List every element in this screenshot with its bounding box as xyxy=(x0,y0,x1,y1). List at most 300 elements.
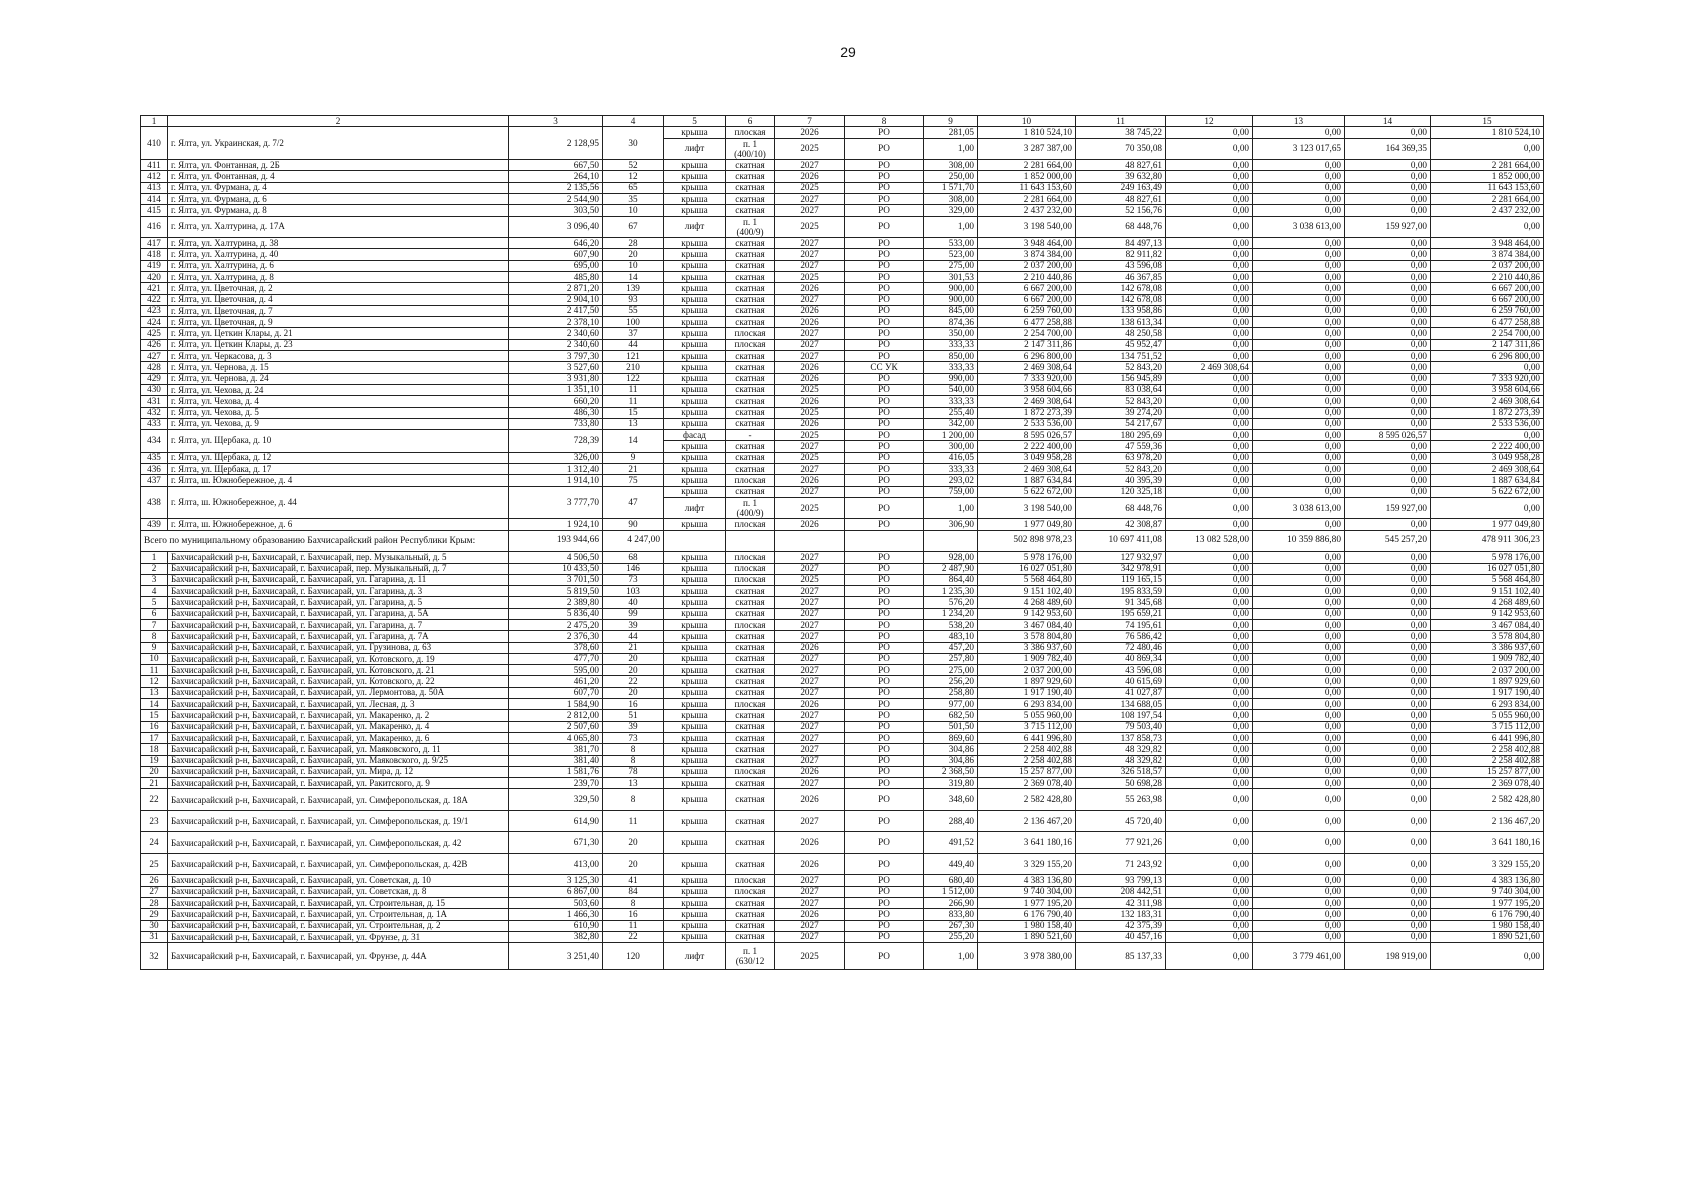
address: Бахчисарайский р-н, Бахчисарай, г. Бахчисарай, пер. Музыкальный, д. 7 xyxy=(168,563,509,574)
cell-col-12: 0,00 xyxy=(1166,249,1253,260)
table-row xyxy=(141,475,1544,486)
cell-col-7: 2027 xyxy=(775,339,845,350)
area: 2 389,80 xyxy=(509,597,603,608)
cell-col-10: 6 259 760,00 xyxy=(978,305,1076,316)
cell-col-6: скатная xyxy=(726,464,775,475)
cell-col-14: 0,00 xyxy=(1345,810,1431,832)
cell-col-14: 0,00 xyxy=(1345,931,1431,942)
cell-col-10: 8 595 026,57 xyxy=(978,430,1076,441)
cell-col-10: 3 386 937,60 xyxy=(978,642,1076,653)
residents: 30 xyxy=(603,127,664,160)
residents: 52 xyxy=(603,160,664,171)
cell-col-6: скатная xyxy=(726,789,775,811)
cell-col-7: 2027 xyxy=(775,586,845,597)
cell-col-9: 308,00 xyxy=(924,160,978,171)
cell-col-14: 0,00 xyxy=(1345,653,1431,664)
cell-col-5: крыша xyxy=(664,317,726,328)
cell-col-6: скатная xyxy=(726,294,775,305)
cell-col-8: РО xyxy=(845,699,924,710)
cell-col-12: 0,00 xyxy=(1166,138,1253,160)
cell-col-15: 2 582 428,80 xyxy=(1431,789,1544,811)
cell-col-15: 2 469 308,64 xyxy=(1431,464,1544,475)
cell-col-9: 501,50 xyxy=(924,721,978,732)
cell-col-7: 2027 xyxy=(775,886,845,897)
address: г. Ялта, ул. Халтурина, д. 6 xyxy=(168,260,509,271)
cell-col-9: 900,00 xyxy=(924,294,978,305)
row-number: 28 xyxy=(141,898,168,909)
cell-col-10: 1 887 634,84 xyxy=(978,475,1076,486)
cell-col-15: 9 151 102,40 xyxy=(1431,586,1544,597)
cell-col-6: скатная xyxy=(726,810,775,832)
row-number: 418 xyxy=(141,249,168,260)
cell-col-13: 0,00 xyxy=(1253,464,1345,475)
address: Бахчисарайский р-н, Бахчисарай, г. Бахчисарай, ул. Симферопольская, д. 19/1 xyxy=(168,810,509,832)
cell-col-13: 0,00 xyxy=(1253,294,1345,305)
area: 3 797,30 xyxy=(509,351,603,362)
table-row xyxy=(141,619,1544,630)
cell-col-6: плоская xyxy=(726,552,775,563)
cell-col-10: 9 151 102,40 xyxy=(978,586,1076,597)
cell-col-12: 0,00 xyxy=(1166,317,1253,328)
cell-col-8: РО xyxy=(845,789,924,811)
row-number: 429 xyxy=(141,373,168,384)
residents: 78 xyxy=(603,766,664,777)
cell-col-10: 3 715 112,00 xyxy=(978,721,1076,732)
cell-col-10: 1 852 000,00 xyxy=(978,171,1076,182)
cell-col-10: 2 258 402,88 xyxy=(978,755,1076,766)
cell-col-12: 0,00 xyxy=(1166,597,1253,608)
row-number: 420 xyxy=(141,271,168,282)
residents: 10 xyxy=(603,205,664,216)
address: Бахчисарайский р-н, Бахчисарай, г. Бахчисарай, ул. Котовского, д. 22 xyxy=(168,676,509,687)
table-row xyxy=(141,384,1544,395)
cell-col-12: 0,00 xyxy=(1166,430,1253,441)
table-row xyxy=(141,886,1544,897)
cell-col-5: крыша xyxy=(664,810,726,832)
address: г. Ялта, ш. Южнобережное, д. 44 xyxy=(168,486,509,519)
cell-col-9: 1 200,00 xyxy=(924,430,978,441)
row-number: 26 xyxy=(141,875,168,886)
cell-col-11: 74 195,61 xyxy=(1076,619,1166,630)
area: 728,39 xyxy=(509,430,603,453)
cell-col-13: 0,00 xyxy=(1253,563,1345,574)
cell-col-5: крыша xyxy=(664,519,726,530)
address: Бахчисарайский р-н, Бахчисарай, г. Бахчисарай, ул. Советская, д. 10 xyxy=(168,875,509,886)
cell-col-8: РО xyxy=(845,642,924,653)
cell-col-12: 0,00 xyxy=(1166,898,1253,909)
residents: 20 xyxy=(603,832,664,854)
total-empty xyxy=(664,530,726,552)
cell-col-13: 0,00 xyxy=(1253,205,1345,216)
cell-col-13: 0,00 xyxy=(1253,732,1345,743)
cell-col-5: крыша xyxy=(664,642,726,653)
cell-col-11: 137 858,73 xyxy=(1076,732,1166,743)
cell-col-8: РО xyxy=(845,205,924,216)
cell-col-5: крыша xyxy=(664,732,726,743)
cell-col-7: 2026 xyxy=(775,766,845,777)
residents: 20 xyxy=(603,653,664,664)
cell-col-6: плоская xyxy=(726,574,775,585)
row-number: 414 xyxy=(141,193,168,204)
cell-col-12: 0,00 xyxy=(1166,886,1253,897)
cell-col-8: РО xyxy=(845,216,924,238)
cell-col-11: 39 274,20 xyxy=(1076,407,1166,418)
cell-col-10: 6 667 200,00 xyxy=(978,283,1076,294)
cell-col-7: 2027 xyxy=(775,810,845,832)
cell-col-15: 4 383 136,80 xyxy=(1431,875,1544,886)
cell-col-9: 304,86 xyxy=(924,755,978,766)
area: 2 904,10 xyxy=(509,294,603,305)
cell-col-7: 2027 xyxy=(775,744,845,755)
cell-col-7: 2027 xyxy=(775,597,845,608)
cell-col-13: 0,00 xyxy=(1253,676,1345,687)
cell-col-15: 6 667 200,00 xyxy=(1431,294,1544,305)
cell-col-14: 0,00 xyxy=(1345,687,1431,698)
residents: 93 xyxy=(603,294,664,305)
cell-col-11: 134 751,52 xyxy=(1076,351,1166,362)
residents: 13 xyxy=(603,418,664,429)
area: 2 417,50 xyxy=(509,305,603,316)
cell-col-8: РО xyxy=(845,396,924,407)
cell-col-13: 0,00 xyxy=(1253,407,1345,418)
cell-col-5: крыша xyxy=(664,351,726,362)
area: 2 507,60 xyxy=(509,721,603,732)
table-row xyxy=(141,205,1544,216)
cell-col-6: скатная xyxy=(726,920,775,931)
cell-col-6: плоская xyxy=(726,619,775,630)
cell-col-13: 0,00 xyxy=(1253,721,1345,732)
cell-col-10: 6 667 200,00 xyxy=(978,294,1076,305)
cell-col-11: 195 833,59 xyxy=(1076,586,1166,597)
area: 3 777,70 xyxy=(509,486,603,519)
cell-col-15: 1 917 190,40 xyxy=(1431,687,1544,698)
residents: 47 xyxy=(603,486,664,519)
cell-col-13: 0,00 xyxy=(1253,486,1345,497)
cell-col-6: скатная xyxy=(726,710,775,721)
residents: 44 xyxy=(603,339,664,350)
address: г. Ялта, ул. Цветочная, д. 7 xyxy=(168,305,509,316)
table-row xyxy=(141,721,1544,732)
cell-col-11: 119 165,15 xyxy=(1076,574,1166,585)
row-number: 4 xyxy=(141,586,168,597)
cell-col-11: 52 843,20 xyxy=(1076,396,1166,407)
cell-col-9: 255,20 xyxy=(924,931,978,942)
cell-col-5: крыша xyxy=(664,384,726,395)
table-row xyxy=(141,920,1544,931)
cell-col-14: 0,00 xyxy=(1345,283,1431,294)
cell-col-13: 0,00 xyxy=(1253,260,1345,271)
cell-col-6: скатная xyxy=(726,373,775,384)
residents: 8 xyxy=(603,898,664,909)
cell-col-8: РО xyxy=(845,160,924,171)
address: г. Ялта, ул. Халтурина, д. 17А xyxy=(168,216,509,238)
cell-col-6: скатная xyxy=(726,362,775,373)
cell-col-6: скатная xyxy=(726,396,775,407)
row-number: 16 xyxy=(141,721,168,732)
area: 1 584,90 xyxy=(509,699,603,710)
cell-col-10: 3 958 604,66 xyxy=(978,384,1076,395)
cell-col-11: 50 698,28 xyxy=(1076,778,1166,789)
column-number: 15 xyxy=(1431,116,1544,127)
row-number: 417 xyxy=(141,238,168,249)
cell-col-10: 1 890 521,60 xyxy=(978,931,1076,942)
cell-col-14: 0,00 xyxy=(1345,832,1431,854)
cell-col-6: скатная xyxy=(726,384,775,395)
cell-col-8: РО xyxy=(845,283,924,294)
cell-col-5: лифт xyxy=(664,497,726,519)
cell-col-9: 1 512,00 xyxy=(924,886,978,897)
cell-col-15: 1 890 521,60 xyxy=(1431,931,1544,942)
area: 4 065,80 xyxy=(509,732,603,743)
cell-col-5: фасад xyxy=(664,430,726,441)
cell-col-6: скатная xyxy=(726,249,775,260)
cell-col-9: 523,00 xyxy=(924,249,978,260)
cell-col-10: 1 897 929,60 xyxy=(978,676,1076,687)
area: 695,00 xyxy=(509,260,603,271)
cell-col-7: 2027 xyxy=(775,710,845,721)
cell-col-13: 0,00 xyxy=(1253,182,1345,193)
cell-col-15: 0,00 xyxy=(1431,138,1544,160)
address: г. Ялта, ул. Фонтанная, д. 2Б xyxy=(168,160,509,171)
cell-col-5: крыша xyxy=(664,699,726,710)
cell-col-10: 6 176 790,40 xyxy=(978,909,1076,920)
cell-col-12: 0,00 xyxy=(1166,699,1253,710)
cell-col-9: 348,60 xyxy=(924,789,978,811)
cell-col-15: 2 469 308,64 xyxy=(1431,396,1544,407)
cell-col-9: 874,36 xyxy=(924,317,978,328)
cell-col-11: 249 163,49 xyxy=(1076,182,1166,193)
cell-col-9: 850,00 xyxy=(924,351,978,362)
cell-col-13: 0,00 xyxy=(1253,586,1345,597)
cell-col-9: 533,00 xyxy=(924,238,978,249)
cell-col-10: 2 222 400,00 xyxy=(978,441,1076,452)
cell-col-12: 0,00 xyxy=(1166,608,1253,619)
cell-col-13: 0,00 xyxy=(1253,755,1345,766)
cell-col-14: 0,00 xyxy=(1345,452,1431,463)
row-number: 410 xyxy=(141,127,168,160)
row-number: 424 xyxy=(141,317,168,328)
cell-col-10: 1 980 158,40 xyxy=(978,920,1076,931)
cell-col-13: 0,00 xyxy=(1253,127,1345,138)
residents: 65 xyxy=(603,182,664,193)
cell-col-6: скатная xyxy=(726,931,775,942)
area: 595,00 xyxy=(509,665,603,676)
cell-col-13: 0,00 xyxy=(1253,778,1345,789)
address: Бахчисарайский р-н, Бахчисарай, г. Бахчисарай, ул. Котовского, д. 21 xyxy=(168,665,509,676)
cell-col-12: 0,00 xyxy=(1166,832,1253,854)
cell-col-5: крыша xyxy=(664,396,726,407)
area: 3 931,80 xyxy=(509,373,603,384)
row-number: 428 xyxy=(141,362,168,373)
area: 503,60 xyxy=(509,898,603,909)
cell-col-9: 900,00 xyxy=(924,283,978,294)
table-row xyxy=(141,687,1544,698)
address: Бахчисарайский р-н, Бахчисарай, г. Бахчисарай, пер. Музыкальный, д. 5 xyxy=(168,552,509,563)
table-row xyxy=(141,789,1544,811)
cell-col-11: 70 350,08 xyxy=(1076,138,1166,160)
cell-col-13: 0,00 xyxy=(1253,362,1345,373)
cell-col-5: лифт xyxy=(664,943,726,970)
cell-col-10: 2 469 308,64 xyxy=(978,464,1076,475)
cell-col-14: 0,00 xyxy=(1345,305,1431,316)
residents: 20 xyxy=(603,853,664,875)
cell-col-9: 250,00 xyxy=(924,171,978,182)
cell-col-13: 0,00 xyxy=(1253,597,1345,608)
cell-col-5: крыша xyxy=(664,441,726,452)
cell-col-7: 2027 xyxy=(775,631,845,642)
cell-col-9: 342,00 xyxy=(924,418,978,429)
table-row xyxy=(141,755,1544,766)
address: Бахчисарайский р-н, Бахчисарай, г. Бахчисарай, ул. Фрунзе, д. 44А xyxy=(168,943,509,970)
page-number: 29 xyxy=(840,44,856,60)
cell-col-6: плоская xyxy=(726,886,775,897)
residents: 122 xyxy=(603,373,664,384)
residents: 73 xyxy=(603,732,664,743)
area: 5 836,40 xyxy=(509,608,603,619)
row-number: 411 xyxy=(141,160,168,171)
cell-col-6: п. 1 (400/9) xyxy=(726,216,775,238)
total-residents: 4 247,00 xyxy=(603,530,664,552)
cell-col-7: 2027 xyxy=(775,676,845,687)
cell-col-6: скатная xyxy=(726,441,775,452)
cell-col-13: 0,00 xyxy=(1253,931,1345,942)
cell-col-14: 0,00 xyxy=(1345,249,1431,260)
cell-col-11: 142 678,08 xyxy=(1076,283,1166,294)
area: 3 125,30 xyxy=(509,875,603,886)
residents: 20 xyxy=(603,249,664,260)
cell-col-12: 0,00 xyxy=(1166,486,1253,497)
row-number: 427 xyxy=(141,351,168,362)
cell-col-7: 2025 xyxy=(775,574,845,585)
cell-col-5: крыша xyxy=(664,294,726,305)
cell-col-6: скатная xyxy=(726,452,775,463)
cell-col-10: 5 568 464,80 xyxy=(978,574,1076,585)
cell-col-14: 0,00 xyxy=(1345,886,1431,897)
cell-col-11: 180 295,69 xyxy=(1076,430,1166,441)
address: Бахчисарайский р-н, Бахчисарай, г. Бахчисарай, ул. Симферопольская, д. 42В xyxy=(168,853,509,875)
cell-col-9: 333,33 xyxy=(924,464,978,475)
address: Бахчисарайский р-н, Бахчисарай, г. Бахчисарай, ул. Мира, д. 12 xyxy=(168,766,509,777)
cell-col-13: 0,00 xyxy=(1253,875,1345,886)
address: г. Ялта, ул. Фонтанная, д. 4 xyxy=(168,171,509,182)
cell-col-13: 0,00 xyxy=(1253,441,1345,452)
area: 2 135,56 xyxy=(509,182,603,193)
cell-col-13: 0,00 xyxy=(1253,832,1345,854)
total-cost: 502 898 978,23 xyxy=(978,530,1076,552)
table-row xyxy=(141,563,1544,574)
column-number: 6 xyxy=(726,116,775,127)
cell-col-5: лифт xyxy=(664,216,726,238)
cell-col-15: 0,00 xyxy=(1431,497,1544,519)
cell-col-11: 82 911,82 xyxy=(1076,249,1166,260)
cell-col-13: 0,00 xyxy=(1253,574,1345,585)
area: 1 351,10 xyxy=(509,384,603,395)
cell-col-11: 72 480,46 xyxy=(1076,642,1166,653)
cell-col-14: 0,00 xyxy=(1345,362,1431,373)
cell-col-9: 293,02 xyxy=(924,475,978,486)
residents: 39 xyxy=(603,619,664,630)
table-row xyxy=(141,305,1544,316)
row-number: 437 xyxy=(141,475,168,486)
total-empty xyxy=(924,530,978,552)
cell-col-7: 2026 xyxy=(775,519,845,530)
cell-col-13: 0,00 xyxy=(1253,699,1345,710)
cell-col-15: 6 259 760,00 xyxy=(1431,305,1544,316)
cell-col-11: 48 250,58 xyxy=(1076,328,1166,339)
cell-col-15: 1 887 634,84 xyxy=(1431,475,1544,486)
cell-col-11: 83 038,64 xyxy=(1076,384,1166,395)
cell-col-13: 0,00 xyxy=(1253,418,1345,429)
cell-col-8: РО xyxy=(845,260,924,271)
cell-col-13: 0,00 xyxy=(1253,384,1345,395)
cell-col-5: крыша xyxy=(664,160,726,171)
cell-col-8: РО xyxy=(845,619,924,630)
cell-col-12: 0,00 xyxy=(1166,519,1253,530)
cell-col-15: 2 222 400,00 xyxy=(1431,441,1544,452)
table-row xyxy=(141,710,1544,721)
cell-col-12: 0,00 xyxy=(1166,778,1253,789)
cell-col-7: 2026 xyxy=(775,305,845,316)
cell-col-11: 208 442,51 xyxy=(1076,886,1166,897)
cell-col-13: 0,00 xyxy=(1253,631,1345,642)
cell-col-11: 48 329,82 xyxy=(1076,755,1166,766)
cell-col-14: 0,00 xyxy=(1345,193,1431,204)
cell-col-9: 759,00 xyxy=(924,486,978,497)
cell-col-9: 449,40 xyxy=(924,853,978,875)
cell-col-15: 5 568 464,80 xyxy=(1431,574,1544,585)
cell-col-8: РО xyxy=(845,832,924,854)
cell-col-7: 2027 xyxy=(775,665,845,676)
cell-col-5: крыша xyxy=(664,452,726,463)
cell-col-7: 2027 xyxy=(775,563,845,574)
cell-col-6: п. 1 (630/12 xyxy=(726,943,775,970)
cell-col-12: 0,00 xyxy=(1166,552,1253,563)
row-number: 19 xyxy=(141,755,168,766)
cell-col-15: 3 715 112,00 xyxy=(1431,721,1544,732)
cell-col-15: 2 037 200,00 xyxy=(1431,665,1544,676)
cell-col-5: крыша xyxy=(664,475,726,486)
cell-col-12: 0,00 xyxy=(1166,732,1253,743)
area: 329,50 xyxy=(509,789,603,811)
cell-col-9: 333,33 xyxy=(924,339,978,350)
cell-col-10: 3 467 084,40 xyxy=(978,619,1076,630)
cell-col-10: 16 027 051,80 xyxy=(978,563,1076,574)
cell-col-9: 329,00 xyxy=(924,205,978,216)
cell-col-15: 3 049 958,28 xyxy=(1431,452,1544,463)
cell-col-8: РО xyxy=(845,755,924,766)
cell-col-7: 2026 xyxy=(775,317,845,328)
cell-col-9: 483,10 xyxy=(924,631,978,642)
cell-col-8: РО xyxy=(845,138,924,160)
row-number: 30 xyxy=(141,920,168,931)
cell-col-9: 288,40 xyxy=(924,810,978,832)
address: Бахчисарайский р-н, Бахчисарай, г. Бахчисарай, ул. Симферопольская, д. 18А xyxy=(168,789,509,811)
address: г. Ялта, ул. Чехова, д. 4 xyxy=(168,396,509,407)
cell-col-11: 195 659,21 xyxy=(1076,608,1166,619)
table-row xyxy=(141,519,1544,530)
cell-col-11: 85 137,33 xyxy=(1076,943,1166,970)
total-empty xyxy=(775,530,845,552)
cell-col-5: крыша xyxy=(664,920,726,931)
cell-col-6: скатная xyxy=(726,631,775,642)
cell-col-6: скатная xyxy=(726,238,775,249)
cell-col-15: 2 258 402,88 xyxy=(1431,755,1544,766)
cell-col-13: 0,00 xyxy=(1253,171,1345,182)
total-area: 193 944,66 xyxy=(509,530,603,552)
cell-col-13: 3 038 613,00 xyxy=(1253,216,1345,238)
cell-col-13: 0,00 xyxy=(1253,687,1345,698)
cell-col-9: 275,00 xyxy=(924,260,978,271)
